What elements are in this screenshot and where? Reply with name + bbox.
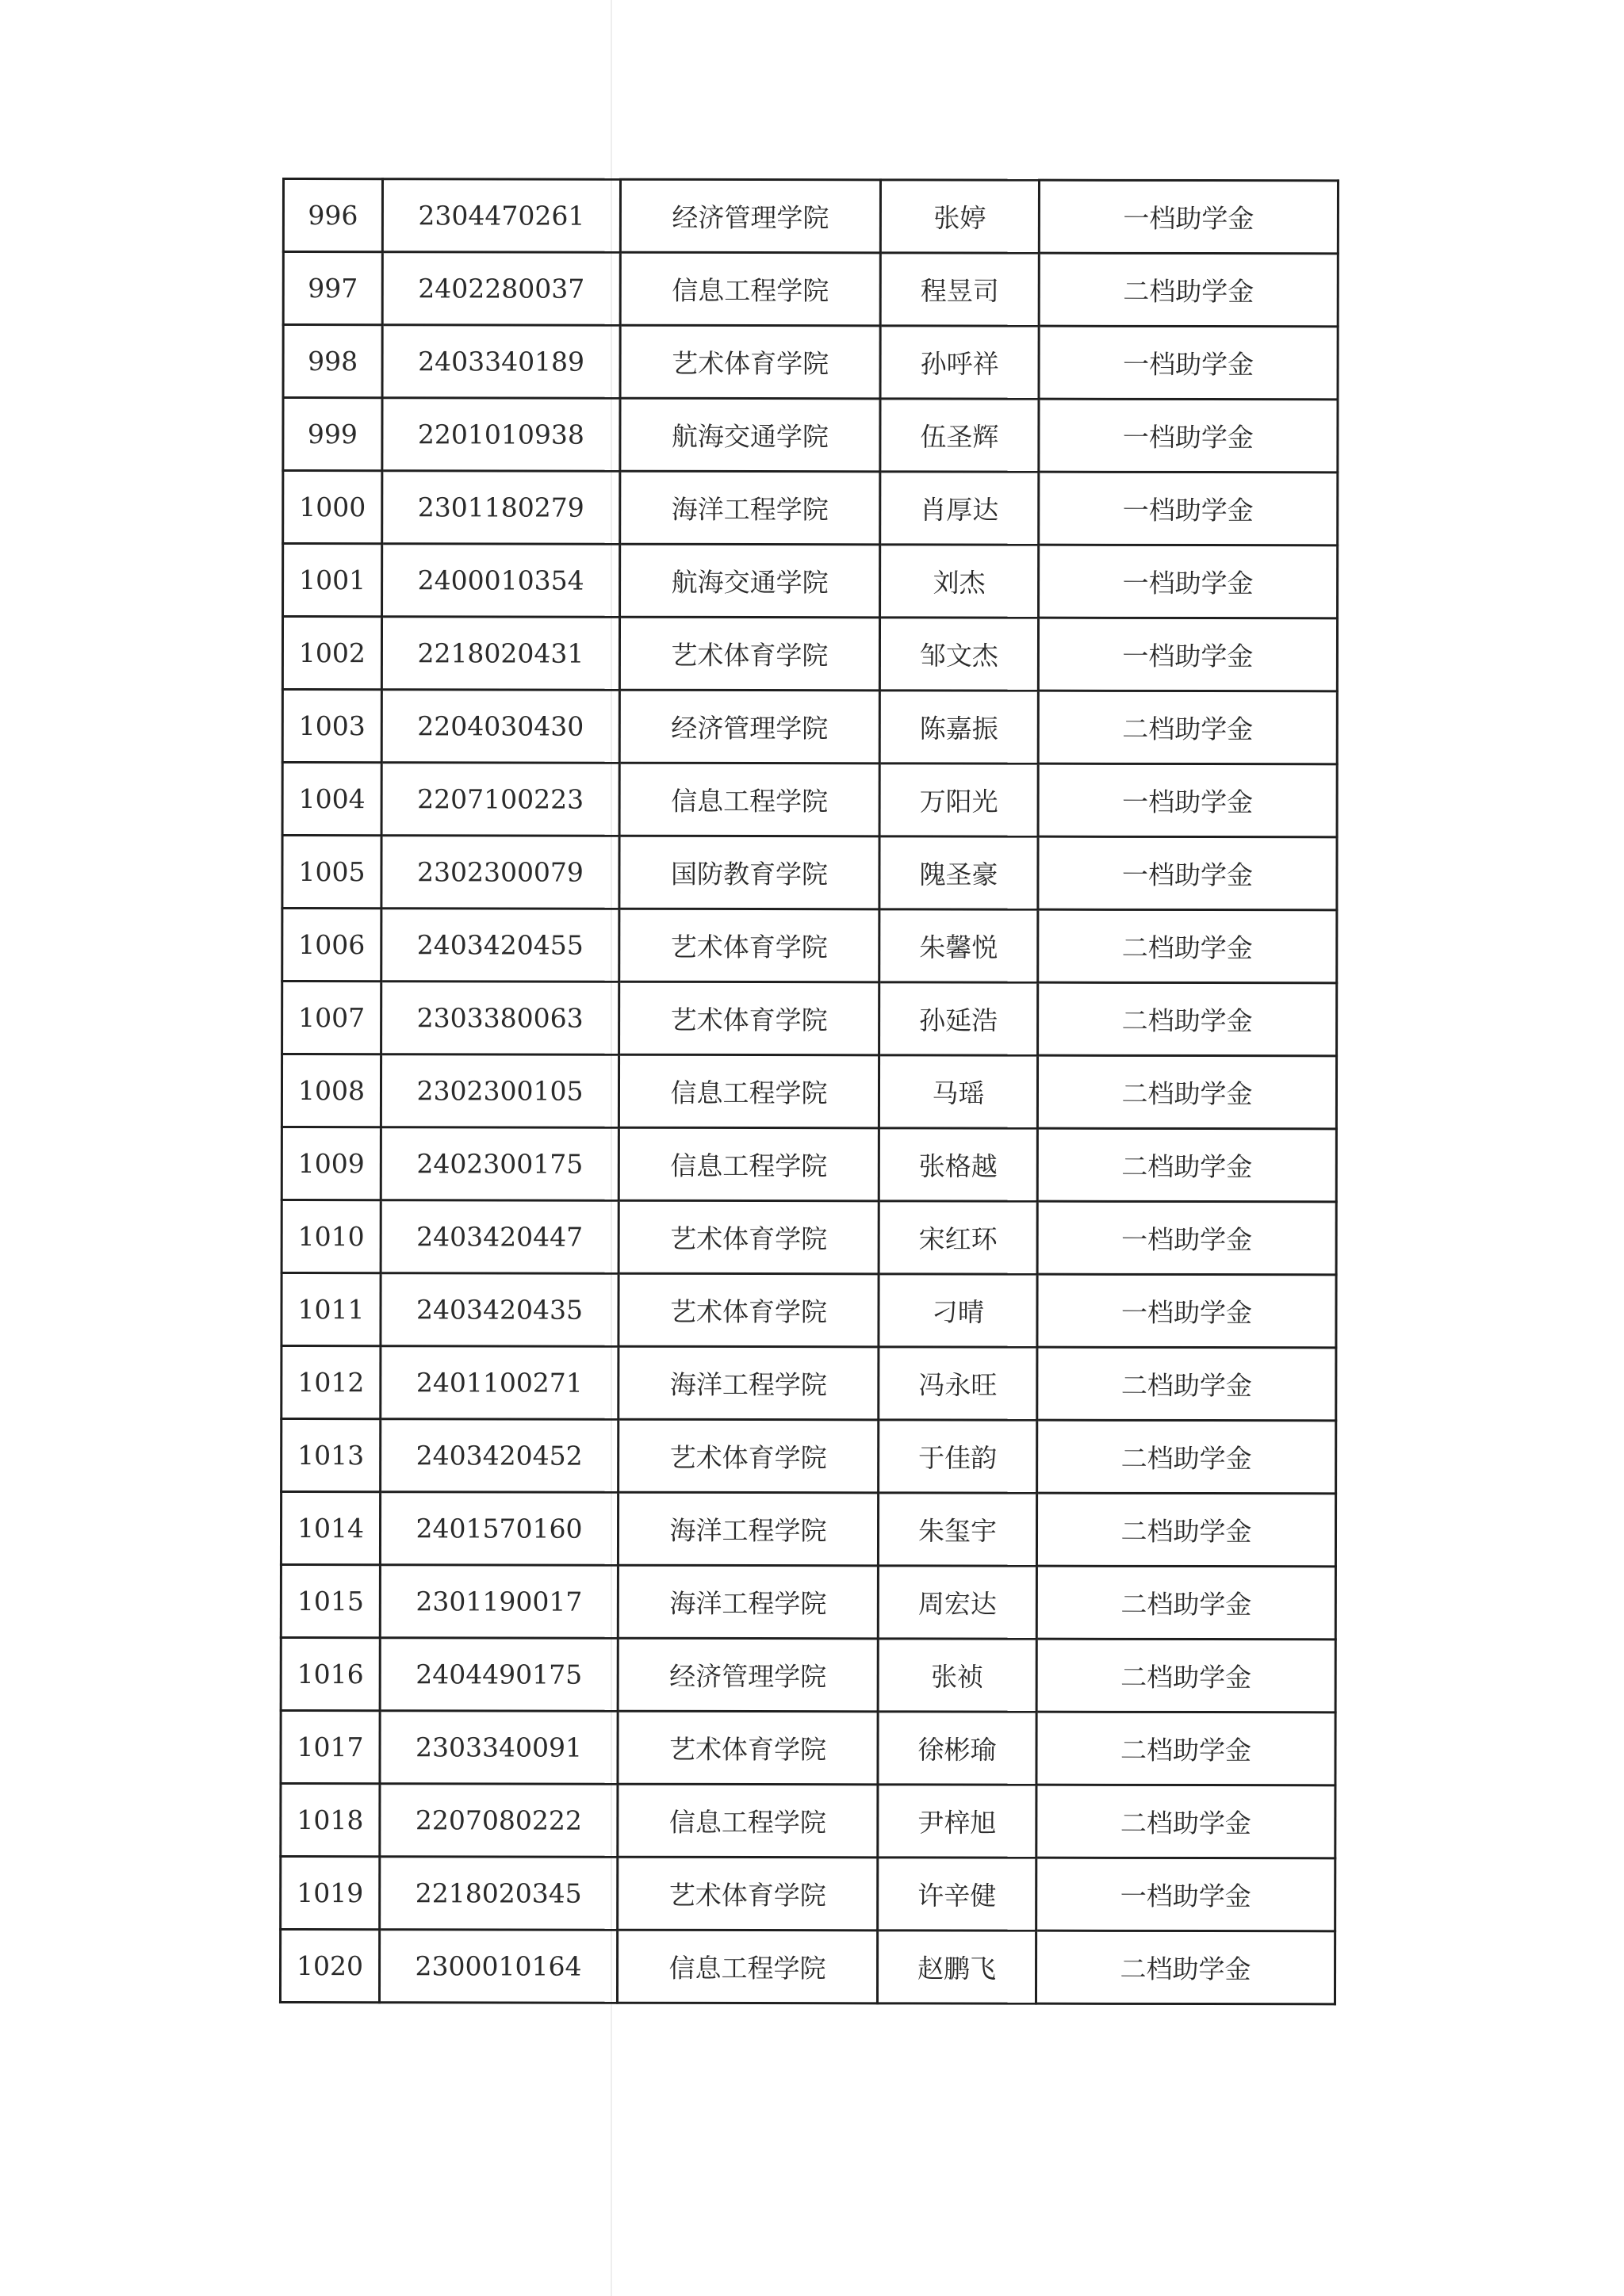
college-cell: 艺术体育学院 [619,982,879,1055]
college-cell: 艺术体育学院 [620,325,880,399]
student-name-cell: 隗圣豪 [879,836,1038,909]
college-cell: 信息工程学院 [619,1054,879,1128]
grant-level-cell: 一档助学金 [1039,180,1338,254]
college-cell: 经济管理学院 [619,690,879,763]
row-seq-cell: 1010 [282,1200,381,1273]
row-seq-cell: 1000 [283,471,382,544]
row-seq-cell: 1016 [281,1637,380,1710]
table-row [280,1929,1335,2003]
grant-level-cell: 一档助学金 [1037,1201,1336,1275]
table-row [281,1565,1335,1640]
student-id-cell: 2302300105 [381,1054,619,1128]
college-cell: 艺术体育学院 [619,909,879,982]
student-id-cell: 2207080222 [380,1784,618,1858]
table-body [280,179,1338,2004]
student-id-cell: 2402300175 [381,1127,619,1201]
student-id-cell: 2401100271 [381,1346,619,1420]
table-row [282,1419,1336,1494]
grant-level-cell: 二档助学金 [1036,1712,1335,1785]
table-row [283,252,1338,327]
college-cell: 信息工程学院 [619,763,879,836]
grant-level-cell: 二档助学金 [1036,1566,1335,1640]
college-cell: 艺术体育学院 [618,1711,878,1785]
student-name-cell: 冯永旺 [879,1347,1037,1420]
table-row [282,690,1337,764]
grant-level-cell: 二档助学金 [1036,1931,1335,2004]
college-cell: 艺术体育学院 [619,1419,879,1493]
table-row [283,544,1338,618]
student-name-cell: 朱馨悦 [879,909,1038,982]
grant-level-cell: 二档助学金 [1039,253,1338,327]
grant-level-cell: 二档助学金 [1038,982,1337,1056]
row-seq-cell: 1008 [282,1054,381,1127]
college-cell: 航海交通学院 [620,398,880,472]
student-id-cell: 2401570160 [380,1492,618,1566]
student-id-cell: 2403420452 [381,1419,619,1493]
student-name-cell: 万阳光 [879,763,1038,836]
student-id-cell: 2301180279 [382,471,620,545]
student-name-cell: 尹梓旭 [878,1785,1036,1858]
grant-level-cell: 二档助学金 [1036,1493,1335,1567]
student-name-cell: 孙呼祥 [880,326,1039,399]
table-row [283,471,1338,545]
table-row [281,1856,1335,1931]
college-cell: 艺术体育学院 [619,1200,879,1274]
row-seq-cell: 1011 [282,1273,381,1346]
table-row [282,1127,1336,1202]
grant-level-cell: 一档助学金 [1039,399,1338,473]
college-cell: 海洋工程学院 [619,1346,879,1420]
student-name-cell: 宋红环 [879,1201,1037,1274]
student-name-cell: 张婷 [880,180,1039,253]
table-row [282,617,1337,691]
college-cell: 信息工程学院 [618,1784,878,1858]
college-cell: 艺术体育学院 [619,617,879,691]
student-name-cell: 张格越 [879,1128,1037,1201]
student-id-cell: 2204030430 [381,690,619,763]
student-name-cell: 赵鹏飞 [877,1931,1036,2003]
student-name-cell: 许辛健 [878,1858,1036,1931]
grant-level-cell: 二档助学金 [1036,1639,1335,1712]
row-seq-cell: 1005 [282,836,381,909]
student-name-cell: 肖厚达 [880,472,1039,545]
row-seq-cell: 1013 [282,1419,381,1492]
student-id-cell: 2400010354 [382,544,620,618]
grant-level-cell: 二档助学金 [1036,1785,1335,1858]
student-id-cell: 2304470261 [382,179,620,253]
row-seq-cell: 1006 [282,909,381,982]
student-id-cell: 2218020345 [380,1857,618,1931]
student-id-cell: 2403340189 [382,325,620,399]
row-seq-cell: 996 [283,179,382,252]
row-seq-cell: 1002 [282,617,381,690]
grant-level-cell: 二档助学金 [1037,1420,1336,1494]
student-name-cell: 朱玺宇 [878,1493,1036,1566]
college-cell: 艺术体育学院 [619,1273,879,1347]
row-seq-cell: 1007 [282,982,381,1054]
table-row [283,398,1338,473]
table-row [282,909,1337,983]
table-row [283,325,1338,400]
grant-recipients-table [279,178,1339,2005]
college-cell: 信息工程学院 [620,252,880,326]
college-cell: 海洋工程学院 [618,1565,878,1639]
student-id-cell: 2303340091 [380,1711,618,1785]
row-seq-cell: 1012 [282,1346,381,1419]
table-row [281,1637,1335,1712]
college-cell: 艺术体育学院 [618,1857,878,1931]
college-cell: 国防教育学院 [619,836,879,909]
grant-level-cell: 二档助学金 [1037,1347,1336,1421]
student-name-cell: 徐彬瑜 [878,1712,1036,1785]
row-seq-cell: 998 [283,325,382,398]
student-id-cell: 2218020431 [381,617,619,691]
college-cell: 航海交通学院 [620,544,880,618]
grant-level-cell: 一档助学金 [1039,326,1338,400]
row-seq-cell: 1003 [282,690,381,763]
row-seq-cell: 1004 [282,763,381,836]
table-row [282,763,1337,837]
table-row [282,982,1337,1056]
student-id-cell: 2301190017 [380,1565,618,1639]
grant-level-cell: 一档助学金 [1039,472,1338,545]
student-name-cell: 马瑶 [879,1055,1037,1128]
grant-level-cell: 一档助学金 [1036,1858,1335,1931]
student-name-cell: 于佳韵 [879,1420,1037,1493]
student-name-cell: 孙延浩 [879,982,1038,1055]
student-name-cell: 陈嘉振 [879,691,1038,763]
student-id-cell: 2303380063 [381,982,619,1055]
college-cell: 海洋工程学院 [618,1492,878,1566]
college-cell: 信息工程学院 [617,1930,877,2003]
row-seq-cell: 997 [283,252,382,325]
row-seq-cell: 1009 [282,1127,381,1200]
grant-level-cell: 一档助学金 [1038,763,1337,837]
grant-level-cell: 一档助学金 [1038,618,1337,691]
grant-level-cell: 一档助学金 [1037,1274,1336,1348]
row-seq-cell: 1014 [281,1492,380,1565]
table-row [282,1273,1336,1348]
student-name-cell: 周宏达 [878,1566,1036,1639]
college-cell: 海洋工程学院 [620,471,880,545]
student-name-cell: 邹文杰 [879,618,1038,691]
student-id-cell: 2403420435 [381,1273,619,1347]
row-seq-cell: 1015 [281,1565,380,1638]
student-name-cell: 程昱司 [880,253,1039,326]
student-name-cell: 刁晴 [879,1274,1037,1347]
student-id-cell: 2207100223 [381,763,619,836]
table-row [283,179,1338,254]
college-cell: 经济管理学院 [618,1638,878,1712]
student-name-cell: 刘杰 [880,545,1039,618]
grant-level-cell: 一档助学金 [1039,545,1338,618]
grant-level-cell: 二档助学金 [1037,1055,1336,1129]
student-id-cell: 2403420447 [381,1200,619,1274]
student-name-cell: 伍圣辉 [880,399,1039,472]
student-name-cell: 张祯 [878,1639,1036,1712]
grant-level-cell: 二档助学金 [1038,691,1337,764]
row-seq-cell: 1018 [281,1783,380,1856]
table-row [282,836,1337,910]
college-cell: 经济管理学院 [620,179,880,253]
table-row [281,1783,1335,1858]
row-seq-cell: 1019 [281,1856,380,1929]
grant-level-cell: 二档助学金 [1037,1128,1336,1202]
row-seq-cell: 1017 [281,1710,380,1783]
table-row [282,1054,1336,1129]
table-row [282,1200,1336,1275]
grant-level-cell: 二档助学金 [1038,909,1337,983]
student-id-cell: 2300010164 [379,1930,617,2003]
student-id-cell: 2201010938 [382,398,620,472]
college-cell: 信息工程学院 [619,1127,879,1201]
row-seq-cell: 1001 [283,544,382,617]
table-row [281,1710,1335,1785]
student-id-cell: 2302300079 [381,836,619,909]
row-seq-cell: 999 [283,398,382,471]
student-id-cell: 2404490175 [380,1638,618,1712]
table-row [281,1492,1335,1567]
student-id-cell: 2403420455 [381,909,619,982]
student-id-cell: 2402280037 [382,252,620,326]
row-seq-cell: 1020 [280,1929,379,2002]
table-row [282,1346,1336,1421]
grant-level-cell: 一档助学金 [1038,836,1337,910]
